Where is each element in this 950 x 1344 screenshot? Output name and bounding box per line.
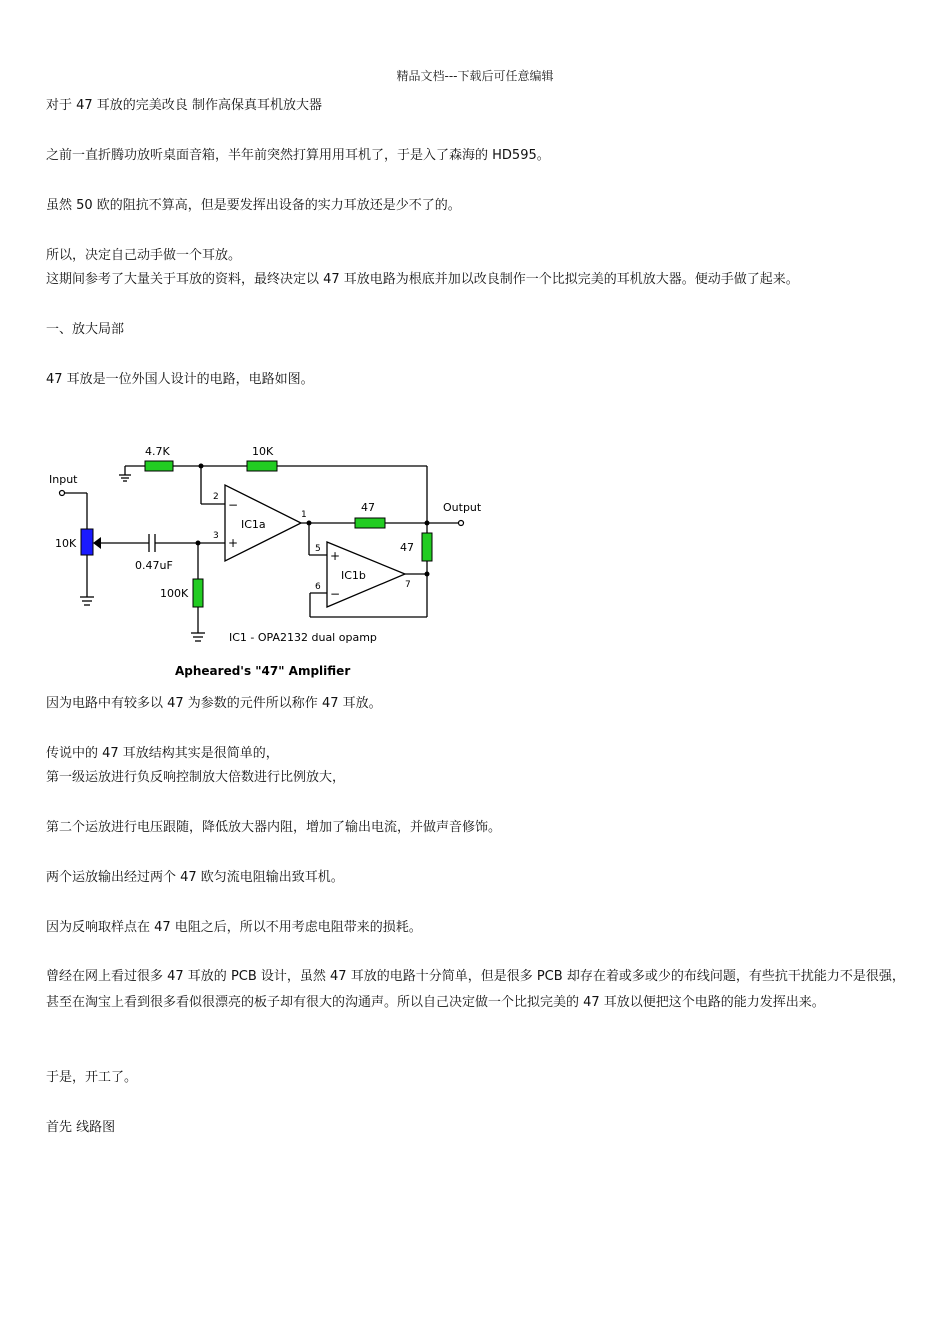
ic1b-minus-sign: − <box>330 587 341 601</box>
paragraph-output-resistors: 两个运放输出经过两个 47 欧匀流电阻输出致耳机。 <box>46 870 344 885</box>
paragraph-structure: 传说中的 47 耳放结构其实是很简单的， <box>46 746 279 761</box>
paragraph-first-stage: 第一级运放进行负反响控制放大倍数进行比例放大， <box>46 770 346 785</box>
paragraph-impedance: 虽然 50 欧的阻抗不算高，但是要发挥出设备的实力耳放还是少不了的。 <box>46 198 461 213</box>
ic1a-plus-sign: + <box>228 536 239 550</box>
resistor-4-7k <box>145 461 173 471</box>
paragraph-decision: 所以，决定自己动手做一个耳放。 <box>46 248 242 263</box>
resistor-47-shunt <box>422 533 432 561</box>
label-ic1b: IC1b <box>341 569 366 582</box>
paragraph-name-origin: 因为电路中有较多以 47 为参数的元件所以称作 47 耳放。 <box>46 696 382 711</box>
section-heading-amp: 一、放大局部 <box>46 322 125 337</box>
pin-2: 2 <box>213 492 219 502</box>
ic1a-minus-sign: − <box>228 498 239 512</box>
label-ic-note: IC1 - OPA2132 dual opamp <box>229 631 377 644</box>
label-cap: 0.47uF <box>135 559 173 572</box>
pin-3: 3 <box>213 531 219 541</box>
amplifier-schematic <box>45 437 490 682</box>
section-heading-circuit: 首先 线路图 <box>46 1120 116 1135</box>
label-ic1a: IC1a <box>241 518 266 531</box>
potentiometer-10k <box>81 529 93 555</box>
paragraph-research: 这期间参考了大量关于耳放的资料，最终决定以 47 耳放电路为根底并加以改良制作一个比拟完美的耳机放大器。便动手做了起来。 <box>46 272 799 287</box>
resistor-10k <box>247 461 277 471</box>
page-header: 精品文档---下载后可任意编辑 <box>396 69 554 83</box>
ic1b-plus-sign: + <box>330 549 341 563</box>
paragraph-circuit-intro: 47 耳放是一位外国人设计的电路，电路如图。 <box>46 372 314 387</box>
label-47-shunt: 47 <box>400 541 414 554</box>
label-100k: 100K <box>160 587 189 600</box>
paragraph-intro: 之前一直折腾功放听桌面音箱，半年前突然打算用用耳机了，于是入了森海的 HD595。 <box>46 148 550 163</box>
pin-7: 7 <box>405 580 411 590</box>
paragraph-start: 于是，开工了。 <box>46 1070 138 1085</box>
pin-5: 5 <box>315 544 321 554</box>
paragraph-second-stage: 第二个运放进行电压跟随，降低放大器内阻，增加了输出电流，并做声音修饰。 <box>46 820 502 835</box>
label-10k-top: 10K <box>252 445 274 458</box>
label-47-series: 47 <box>361 501 375 514</box>
resistor-47-series <box>355 518 385 528</box>
label-input: Input <box>49 473 78 486</box>
schematic-caption: Apheared's "47" Amplifier <box>175 664 351 678</box>
pin-1: 1 <box>301 510 307 520</box>
resistor-100k <box>193 579 203 607</box>
paragraph-pcb: 曾经在网上看过很多 47 耳放的 PCB 设计，虽然 47 耳放的电路十分简单，但是很多 PCB 却存在着或多或少的布线问题，有些抗干扰能力不是很强，甚至在淘宝上看到很多看似很漂亮的板子却有很大的沟通声。所以自己决定做一个比拟完美的 47 耳放以便把这个电路的能力发挥出来。 <box>46 969 905 1010</box>
label-output: Output <box>443 501 482 514</box>
label-4-7k: 4.7K <box>145 445 170 458</box>
label-pot: 10K <box>55 537 77 550</box>
paragraph-feedback: 因为反响取样点在 47 电阻之后，所以不用考虑电阻带来的损耗。 <box>46 920 422 935</box>
pin-6: 6 <box>315 582 321 592</box>
doc-title: 对于 47 耳放的完美改良 制作高保真耳机放大器 <box>46 98 322 113</box>
